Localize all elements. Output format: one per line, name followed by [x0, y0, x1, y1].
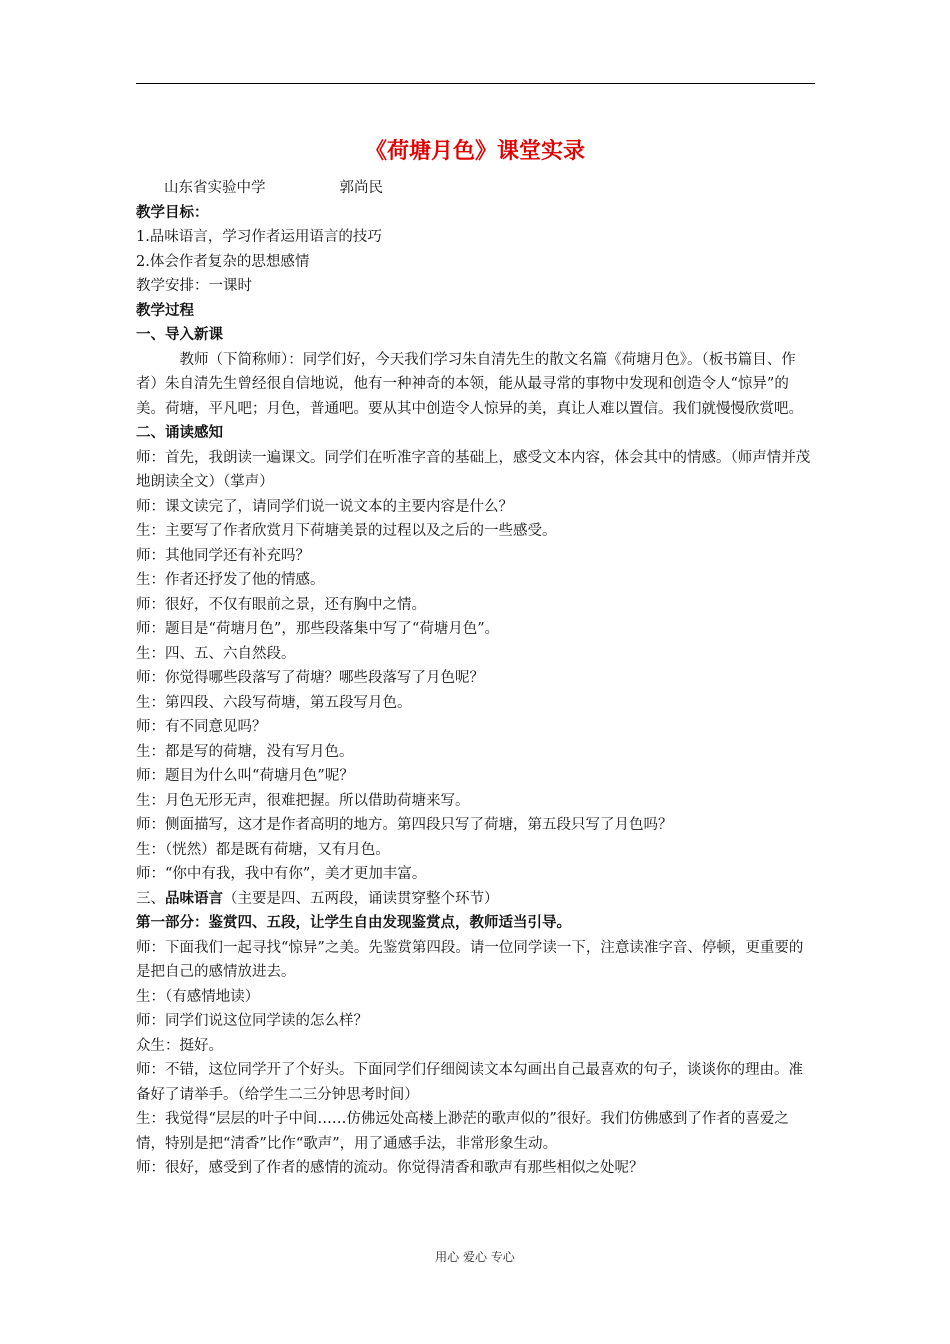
dialog-line: 师：同学们说这位同学读的怎么样？	[136, 1013, 368, 1029]
header-rule	[136, 83, 815, 84]
dialog-line: 师：不错，这位同学开了个好头。下面同学们仔细阅读文本勾画出自己最喜欢的句子，谈谈你的理由。准备好了请举手。（给学生二三分钟思考时间）	[136, 1062, 803, 1103]
dialog-line: 生：月色无形无声，很难把握。所以借助荷塘来写。	[136, 792, 470, 809]
school-name: 山东省实验中学	[164, 180, 266, 196]
goal-item: 1.品味语言，学习作者运用语言的技巧	[136, 229, 382, 245]
process-heading: 教学过程	[136, 302, 194, 319]
dialog-line: 师：下面我们一起寻找“惊异”之美。先鉴赏第四段。请一位同学读一下，注意读准字音、停顿，更重要的是把自己的感情放进去。	[136, 939, 804, 980]
schedule-line: 教学安排：一课时	[136, 278, 252, 294]
dialog-line: 生：四、五、六自然段。	[136, 645, 296, 662]
dialog-line: 生：（恍然）都是既有荷塘，又有月色。	[136, 841, 390, 858]
section-title: 品味语言	[165, 890, 223, 907]
dialog-line: 生：作者还抒发了他的情感。	[136, 572, 325, 588]
part-heading: 第一部分：鉴赏四、五段，让学生自由发现鉴赏点，教师适当引导。	[136, 915, 571, 931]
section-heading	[136, 887, 816, 912]
section-note: （主要是四、五两段，诵读贯穿整个环节）	[223, 890, 499, 907]
dialog-line: 师：题目是“荷塘月色”，那些段落集中写了“荷塘月色”。	[136, 621, 500, 637]
dialog-line: 师：其他同学还有补充吗？	[136, 547, 310, 564]
dialog-line: 生：都是写的荷塘，没有写月色。	[136, 743, 354, 760]
section-heading: 一、导入新课	[136, 327, 223, 343]
dialog-line: 师：有不同意见吗？	[136, 719, 267, 735]
dialog-line: 生：我觉得“层层的叶子中间……仿佛远处高楼上渺茫的歌声似的”很好。我们仿佛感到了作者的喜爱之情，特别是把“清香”比作“歌声”，用了通感手法，非常形象生动。	[136, 1111, 789, 1152]
page-title: 《荷塘月色》课堂实录	[364, 139, 585, 164]
goals-heading: 教学目标：	[136, 204, 209, 221]
dialog-line: 师：你觉得哪些段落写了荷塘？哪些段落写了月色呢？	[136, 670, 484, 686]
author-name: 郭尚民	[339, 180, 383, 196]
page-footer: 用心 爱心 专心	[435, 1250, 515, 1264]
dialog-line: 生：主要写了作者欣赏月下荷塘美景的过程以及之后的一些感受。	[136, 523, 557, 539]
dialog-line: 师：很好，感受到了作者的感情的流动。你觉得清香和歌声有那些相似之处呢？	[136, 1160, 644, 1176]
dialog-line: 师：很好，不仅有眼前之景，还有胸中之情。	[136, 596, 426, 613]
dialog-line: 生：（有感情地读）	[136, 988, 260, 1005]
document-body	[136, 176, 816, 1181]
section-heading: 二、诵读感知	[136, 425, 223, 441]
dialog-line: 师：首先，我朗读一遍课文。同学们在听准字音的基础上，感受文本内容，体会其中的情感。（师声情并茂地朗读全文）（掌声）	[136, 449, 811, 490]
dialog-line: 生：第四段、六段写荷塘，第五段写月色。	[136, 694, 412, 711]
byline	[136, 176, 816, 201]
dialog-line: 众生：挺好。	[136, 1037, 223, 1054]
dialog-line: 师：题目为什么叫“荷塘月色”呢？	[136, 768, 354, 784]
goal-item: 2.体会作者复杂的思想感情	[136, 253, 310, 270]
section-number: 三、	[136, 890, 165, 907]
intro-paragraph: 教师（下简称师）：同学们好，今天我们学习朱自清先生的散文名篇《荷塘月色》。（板书篇目、作者）朱自清先生曾经很自信地说，他有一种神奇的本领，能从最寻常的事物中发现和创造令人“惊异”的美。荷塘，平凡吧；月色，普通吧。要从其中创造令人惊异的美，真让人难以置信。我们就慢慢欣赏吧。	[136, 351, 803, 417]
dialog-line: 师：侧面描写，这才是作者高明的地方。第四段只写了荷塘，第五段只写了月色吗？	[136, 817, 673, 833]
dialog-line: 师：课文读完了，请同学们说一说文本的主要内容是什么？	[136, 498, 513, 515]
dialog-line: 师：“你中有我，我中有你”，美才更加丰富。	[136, 866, 427, 882]
